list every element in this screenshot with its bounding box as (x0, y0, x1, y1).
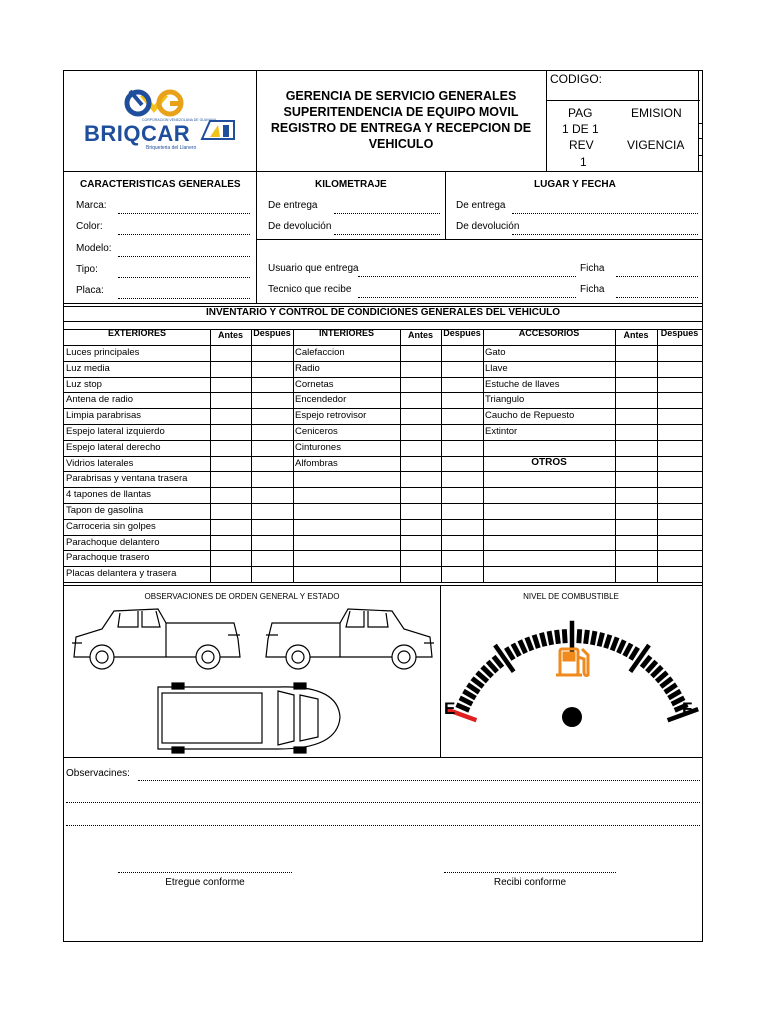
ficha-2-label: Ficha (580, 284, 605, 295)
ext-despues-head: Despues (253, 328, 291, 338)
gauge-minor-tick (460, 698, 472, 704)
header-divider-3 (698, 71, 699, 171)
inventory-colhead-line (64, 345, 702, 346)
pag-label: PAG (568, 106, 593, 120)
exteriores-item: Parachoque trasero (66, 552, 150, 564)
observaciones-label: Observacines: (66, 768, 130, 779)
recibi-signature-line[interactable] (444, 872, 616, 873)
entregue-signature-line[interactable] (118, 872, 292, 873)
km-devolucion-field[interactable] (334, 234, 440, 235)
lf-entrega-label: De entrega (456, 200, 506, 211)
gauge-minor-tick (579, 629, 580, 643)
accesorios-item: Extintor (485, 426, 518, 437)
gauge-minor-tick (534, 635, 538, 648)
header-title (256, 88, 546, 152)
gauge-minor-tick (586, 630, 588, 644)
grid-row-line-10 (64, 503, 702, 504)
placa-label: Placa: (76, 285, 104, 296)
lf-devolucion-label: De devolución (456, 221, 520, 232)
observaciones-line-2[interactable] (66, 802, 700, 803)
exteriores-item: Antena de radio (66, 394, 134, 406)
interiores-item: Encendedor (295, 394, 347, 406)
gauge-minor-tick (468, 685, 480, 693)
marca-field[interactable] (118, 213, 250, 214)
general-divider-1 (256, 171, 257, 303)
gauge-minor-tick (456, 705, 469, 711)
fuel-pump-icon (556, 649, 588, 676)
gauge-minor-tick (527, 637, 532, 650)
tipo-field[interactable] (118, 277, 250, 278)
color-field[interactable] (118, 234, 250, 235)
caracteristicas-title: CARACTERISTICAS GENERALES (80, 179, 241, 190)
gauge-minor-tick (606, 635, 610, 648)
header-tick-1 (698, 123, 702, 124)
truck-top-view-icon (158, 683, 340, 753)
truck-side-left-icon (72, 609, 240, 669)
title-line-4: VEHICULO (368, 137, 434, 151)
gauge-minor-tick (631, 648, 638, 660)
accesorios-item: Caucho de Repuesto (485, 410, 575, 422)
logo-house-blue (223, 125, 229, 137)
gauge-minor-tick (513, 644, 520, 656)
inventory-title-line (64, 321, 702, 322)
tipo-label: Tipo: (76, 264, 98, 275)
vehicle-diagram (68, 599, 438, 755)
tecnico-recibe-label: Tecnico que recibe (268, 284, 352, 295)
otros-head: OTROS (531, 457, 567, 468)
exteriores-item: Luces principales (66, 347, 140, 358)
kilometraje-title: KILOMETRAJE (315, 179, 387, 190)
gauge-minor-tick (592, 631, 595, 645)
grid-row-line-2 (64, 377, 702, 378)
marca-label: Marca: (76, 200, 107, 211)
observaciones-line-1[interactable] (138, 780, 700, 781)
ficha-2-field[interactable] (616, 297, 698, 298)
pag-value: 1 DE 1 (562, 122, 599, 136)
km-devolucion-label: De devolución (268, 221, 332, 232)
orden-title: OBSERVACIONES DE ORDEN GENERAL Y ESTADO (144, 592, 340, 601)
rev-label: REV (569, 138, 594, 152)
grid-row-line-9 (64, 487, 702, 488)
exteriores-item: 4 tapones de llantas (66, 489, 152, 501)
grid-row-line-12 (64, 535, 702, 536)
interiores-item: Ceniceros (295, 426, 338, 437)
general-divider-2 (445, 171, 446, 239)
interiores-item: Cinturones (295, 441, 341, 453)
interiores-item: Espejo retrovisor (295, 410, 367, 422)
svg-text:CORPORACION VENEZOLANA DE GUAY: CORPORACION VENEZOLANA DE GUAYANA (142, 118, 217, 122)
gauge-minor-tick (612, 637, 617, 650)
entregue-label: Etregue conforme (165, 877, 245, 888)
placa-field[interactable] (118, 298, 250, 299)
gauge-minor-tick (564, 629, 565, 643)
gauge-minor-tick (542, 633, 545, 647)
emision-label: EMISION (631, 106, 682, 120)
exteriores-item: Luz media (66, 362, 110, 374)
interiores-item: Alfombras (295, 457, 338, 469)
gauge-minor-tick (549, 631, 552, 645)
ext-antes-head: Antes (217, 330, 243, 340)
gauge-minor-tick (665, 685, 677, 693)
grid-row-line-13 (64, 550, 702, 551)
interiores-item: Cornetas (295, 378, 334, 390)
int-despues-head: Despues (443, 328, 481, 338)
interiores-item: Radio (295, 362, 320, 374)
tecnico-recibe-field[interactable] (358, 297, 576, 298)
recibi-label: Recibi conforme (493, 877, 567, 888)
color-label: Color: (76, 221, 103, 232)
general-bottom-line (64, 303, 702, 304)
grid-row-line-4 (64, 408, 702, 409)
exteriores-item: Espejo lateral derecho (66, 441, 161, 453)
logo-brand-subtext: Briqueteria del Llanero (146, 145, 197, 151)
logo-house-yellow (210, 125, 220, 137)
grid-row-line-7 (64, 456, 702, 457)
rev-value: 1 (580, 155, 587, 169)
exteriores-item: Limpia parabrisas (66, 410, 141, 422)
exteriores-item: Tapon de gasolina (66, 505, 144, 516)
codigo-line (546, 100, 700, 101)
title-line-2: SUPERITENDENCIA DE EQUIPO MOVIL (283, 105, 519, 119)
exteriores-item: Parabrisas y ventana trasera (66, 473, 188, 485)
grid-row-line-3 (64, 392, 702, 393)
truck-side-right-icon (266, 609, 434, 669)
interiores-item: Calefaccion (295, 347, 345, 358)
km-entrega-label: De entrega (268, 200, 318, 211)
interiores-head: INTERIORES (318, 328, 374, 338)
ficha-1-field[interactable] (616, 276, 698, 277)
modelo-field[interactable] (118, 256, 250, 257)
header-divider-2 (546, 71, 547, 171)
obs-bottom-line (64, 757, 702, 758)
gauge-minor-tick (506, 648, 513, 660)
gauge-full-label: F (682, 699, 693, 718)
fuel-gauge (444, 605, 700, 735)
gauge-minor-tick (618, 640, 624, 653)
accesorios-head: ACCESORIOS (518, 328, 580, 338)
observaciones-line-3[interactable] (66, 825, 700, 826)
gauge-minor-tick (625, 644, 632, 656)
codigo-label: CODIGO: (550, 72, 603, 86)
header-tick-2 (698, 138, 702, 139)
exteriores-item: Carroceria sin golpes (66, 520, 156, 532)
inventory-title: INVENTARIO Y CONTROL DE CONDICIONES GENERALES DEL VEHICULO (205, 307, 561, 318)
logo-brand-text: BRIQCAR (84, 121, 191, 146)
company-logo (84, 87, 244, 157)
accesorios-item: Gato (485, 347, 506, 358)
accesorios-item: Estuche de llaves (485, 378, 560, 390)
combustible-title: NIVEL DE COMBUSTIBLE (523, 592, 619, 601)
logo-g-bar (170, 101, 181, 106)
accesorios-item: Triangulo (485, 394, 525, 406)
exteriores-head: EXTERIORES (107, 328, 166, 338)
grid-row-line-1 (64, 361, 702, 362)
usuario-entrega-label: Usuario que entrega (268, 263, 359, 274)
exteriores-item: Espejo lateral izquierdo (66, 426, 165, 437)
acc-despues-head: Despues (660, 328, 699, 338)
modelo-label: Modelo: (76, 243, 112, 254)
gauge-pivot (562, 707, 582, 727)
obs-divider (440, 585, 441, 757)
title-line-3: REGISTRO DE ENTREGA Y RECEPCION DE (270, 121, 532, 135)
gauge-empty-label: E (444, 699, 456, 718)
header-tick-3 (698, 155, 702, 156)
gauge-minor-tick (669, 691, 681, 698)
km-entrega-field[interactable] (334, 213, 440, 214)
header-bottom-line (64, 171, 702, 172)
exteriores-item: Vidrios laterales (66, 457, 134, 469)
lf-entrega-field[interactable] (512, 213, 698, 214)
exteriores-item: Luz stop (66, 378, 102, 390)
usuario-entrega-field[interactable] (358, 276, 576, 277)
lf-devolucion-field[interactable] (512, 234, 698, 235)
grid-row-line-11 (64, 519, 702, 520)
ficha-1-label: Ficha (580, 263, 605, 274)
vehicle-form (63, 70, 703, 942)
exteriores-item: Parachoque delantero (66, 536, 160, 548)
exteriores-item: Placas delantera y trasera (66, 568, 177, 580)
gauge-minor-tick (557, 630, 559, 644)
gauge-minor-tick (599, 633, 602, 647)
vigencia-label: VIGENCIA (627, 138, 685, 152)
title-line-1: GERENCIA DE SERVICIO GENERALES (285, 89, 517, 103)
int-antes-head: Antes (407, 330, 433, 340)
grid-row-line-15 (64, 582, 702, 583)
gauge-minor-tick (520, 640, 526, 653)
general-mid-line (256, 239, 702, 240)
acc-antes-head: Antes (623, 330, 649, 340)
obs-top-line-2 (64, 585, 702, 586)
accesorios-item: Llave (485, 362, 508, 374)
gauge-minor-tick (463, 691, 475, 698)
lugar-fecha-title: LUGAR Y FECHA (534, 179, 616, 190)
